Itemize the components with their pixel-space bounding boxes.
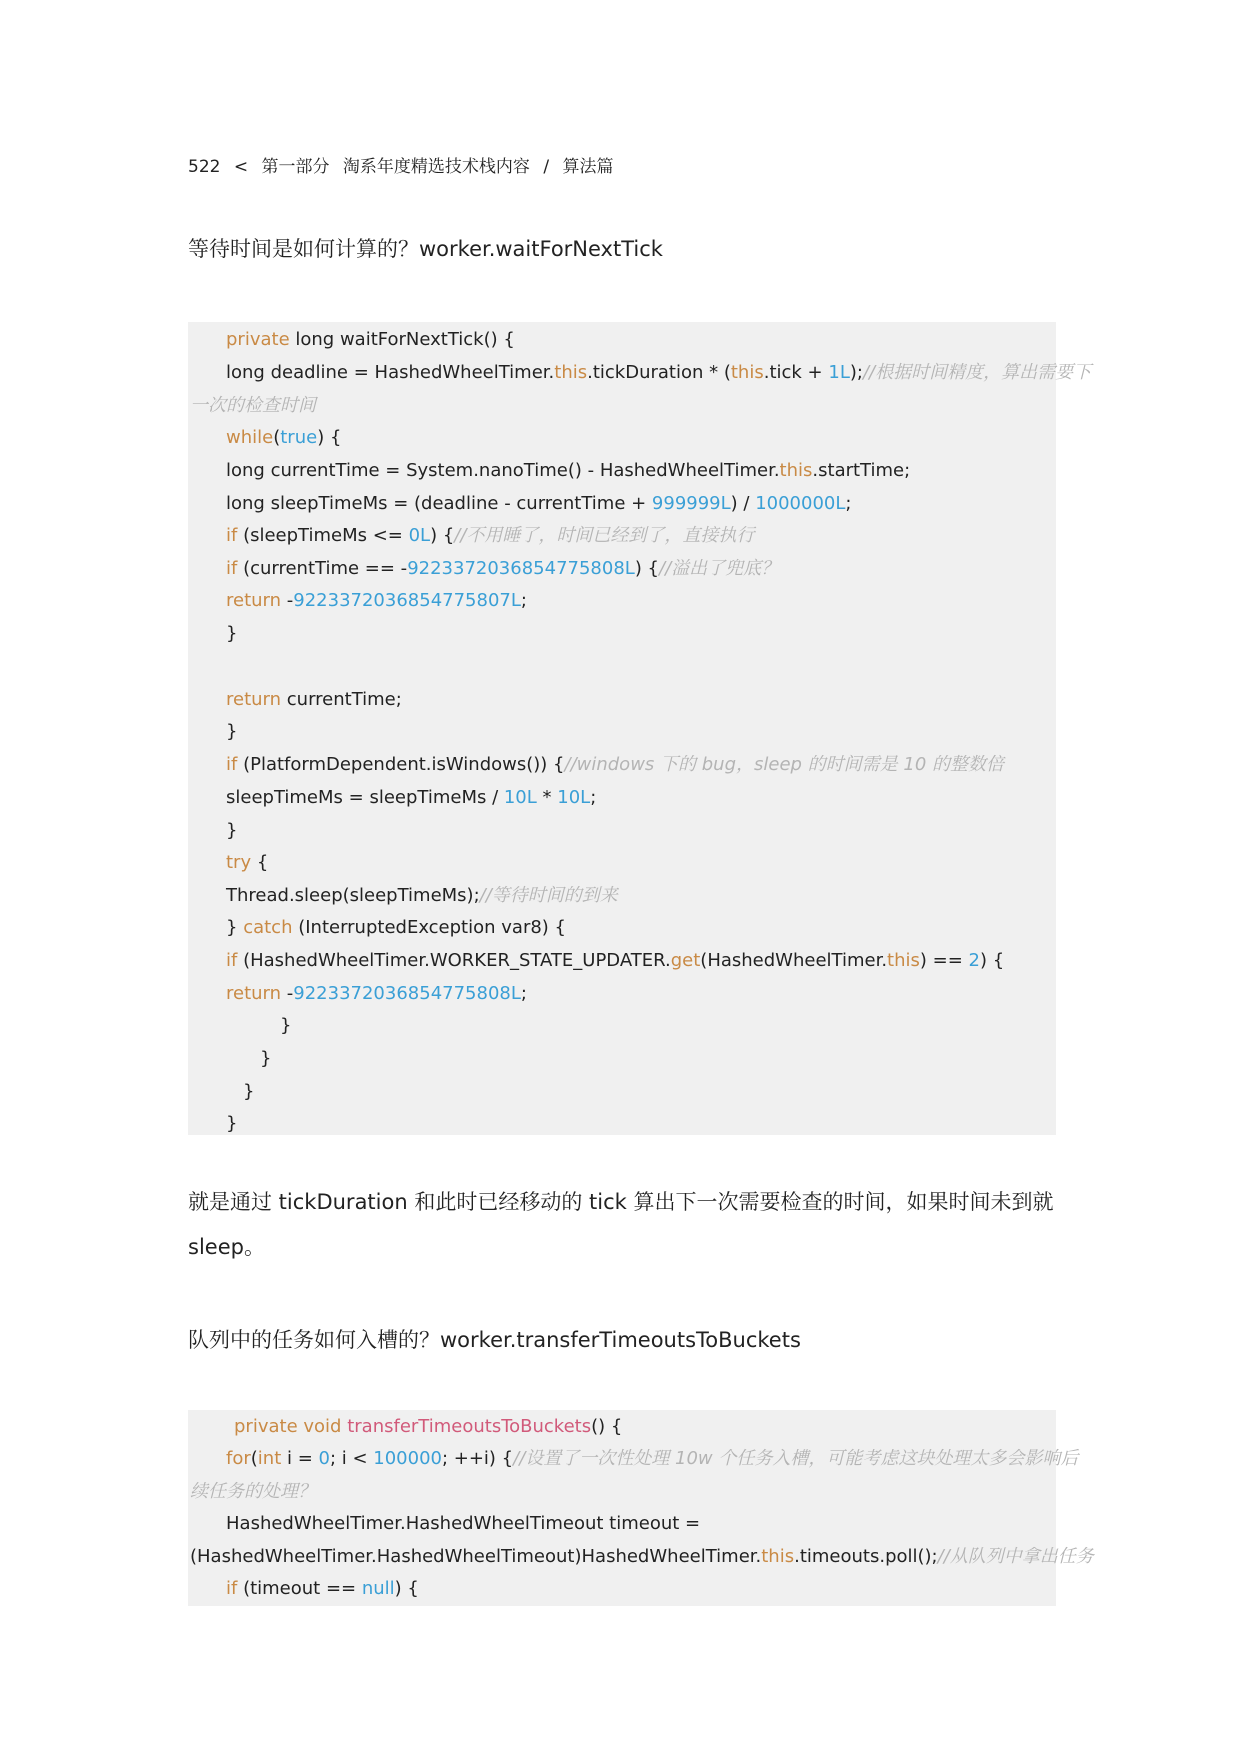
code-token: while — [226, 427, 274, 448]
code-token: } — [226, 721, 238, 742]
code-token: * — [536, 787, 558, 808]
code-token: get — [670, 950, 701, 971]
code-token: ) { — [430, 525, 455, 546]
code-line — [226, 851, 268, 875]
code-token: null — [361, 1578, 395, 1599]
code-token: .timeouts.poll(); — [794, 1546, 938, 1567]
code-line — [280, 1014, 291, 1038]
code-line — [226, 361, 1091, 385]
code-token: 999999L — [651, 493, 731, 514]
code-token: if — [226, 558, 238, 579]
code-line — [226, 753, 1004, 777]
code-token: ; ++i) { — [441, 1448, 514, 1469]
code-line — [226, 720, 237, 744]
header-book-title: 淘系年度精选技术栈内容 — [342, 157, 530, 177]
code-token: ) { — [394, 1578, 419, 1599]
code-token: 2 — [968, 950, 980, 971]
code-token: return — [226, 590, 282, 611]
code-block-transfer-timeouts — [188, 1410, 1094, 1606]
code-token: if — [226, 1578, 238, 1599]
code-line — [226, 426, 341, 450]
code-token: //溢出了兜底？ — [659, 558, 780, 579]
code-token: } — [226, 1113, 238, 1134]
code-token: this — [887, 950, 920, 971]
code-token: 一次的检查时间 — [190, 395, 316, 416]
code-token: ) / — [730, 493, 756, 514]
code-token: long currentTime = System.nanoTime() - HashedWheelTimer. — [226, 460, 780, 481]
header-part: 第一部分 — [261, 157, 330, 177]
code-token: int — [257, 1448, 282, 1469]
code-token: 续任务的处理？ — [190, 1481, 316, 1502]
code-token: long sleepTimeMs = (deadline - currentTime + — [226, 493, 652, 514]
code-line — [226, 459, 910, 483]
code-token: ; — [520, 590, 527, 611]
code-token: if — [226, 754, 238, 775]
code-token: this — [779, 460, 813, 481]
section-heading-transfer-timeouts: 队列中的任务如何入槽的？worker.transferTimeoutsToBuckets — [188, 1328, 801, 1352]
code-token: private — [226, 329, 290, 350]
code-token: 9223372036854775807L — [293, 590, 521, 611]
code-line — [226, 524, 754, 548]
paragraph-line-1: 就是通过 tickDuration 和此时已经移动的 tick 算出下一次需要检查的时间，如果时间未到就 — [188, 1190, 1054, 1214]
code-token: ; — [590, 787, 597, 808]
section-heading-wait-for-next-tick: 等待时间是如何计算的？worker.waitForNextTick — [188, 237, 663, 261]
code-token: transferTimeoutsToBuckets — [347, 1416, 592, 1437]
code-line — [226, 786, 596, 810]
code-token: - — [281, 983, 294, 1004]
code-token: HashedWheelTimer.HashedWheelTimeout timeout = — [226, 1513, 701, 1534]
code-token: 9223372036854775808L — [293, 983, 521, 1004]
code-token: (HashedWheelTimer. — [700, 950, 888, 971]
code-token: 1L — [828, 362, 850, 383]
code-token: (PlatformDependent.isWindows()) { — [237, 754, 565, 775]
code-token: ; — [520, 983, 527, 1004]
code-token: ) { — [317, 427, 342, 448]
code-token: //等待时间的到来 — [479, 885, 618, 906]
code-token: (timeout == — [237, 1578, 362, 1599]
code-token: ( — [273, 427, 281, 448]
code-token: 1000000L — [755, 493, 846, 514]
code-token: ( — [250, 1448, 258, 1469]
code-line — [234, 1415, 622, 1439]
code-token: ; i < — [329, 1448, 374, 1469]
code-token: this — [761, 1546, 795, 1567]
code-token: .tick + — [763, 362, 829, 383]
code-line — [190, 394, 316, 418]
code-token: 0 — [318, 1448, 330, 1469]
page-number: 522 — [188, 157, 221, 177]
code-token: private void — [234, 1416, 342, 1437]
code-token: .tickDuration * ( — [587, 362, 731, 383]
header-slash: / — [543, 157, 550, 177]
code-token: } — [226, 917, 244, 938]
code-token: true — [280, 427, 318, 448]
code-token: ) { — [634, 558, 660, 579]
code-token: (sleepTimeMs <= — [237, 525, 409, 546]
code-token: } — [243, 1081, 255, 1102]
code-token: this — [730, 362, 764, 383]
code-line — [260, 1047, 271, 1071]
code-token: } — [226, 820, 238, 841]
code-line — [226, 622, 237, 646]
code-token: return — [226, 983, 282, 1004]
code-token: (currentTime == - — [237, 558, 408, 579]
code-token: //根据时间精度，算出需要下 — [862, 362, 1092, 383]
running-header — [188, 152, 621, 177]
code-line — [226, 916, 566, 940]
code-line — [190, 1480, 316, 1504]
code-token: .startTime; — [812, 460, 911, 481]
code-line — [226, 982, 527, 1006]
code-token: } — [226, 623, 238, 644]
code-token: catch — [243, 917, 293, 938]
code-token: //从队列中拿出任务 — [937, 1546, 1094, 1567]
code-line — [190, 1545, 1094, 1569]
code-token: if — [226, 950, 238, 971]
code-token: (HashedWheelTimer.WORKER_STATE_UPDATER. — [237, 950, 671, 971]
code-token: 9223372036854775808L — [407, 558, 635, 579]
code-token: } — [280, 1015, 292, 1036]
code-line — [226, 1112, 237, 1136]
code-token: ); — [849, 362, 863, 383]
paragraph-line-2: sleep。 — [188, 1235, 265, 1259]
code-line — [226, 819, 237, 843]
code-token: //不用睡了，时间已经到了，直接执行 — [454, 525, 755, 546]
code-line — [226, 1447, 1078, 1471]
code-token: - — [281, 590, 294, 611]
code-block-wait-for-next-tick — [188, 322, 1092, 1135]
code-token: if — [226, 525, 238, 546]
code-line — [226, 884, 618, 908]
code-token: } — [260, 1048, 272, 1069]
code-token: ; — [845, 493, 852, 514]
code-line — [226, 328, 515, 352]
code-token: 100000 — [373, 1448, 442, 1469]
code-line — [226, 557, 779, 581]
code-token: this — [554, 362, 588, 383]
code-token: //设置了一次性处理 10w 个任务入槽，可能考虑这块处理太多会影响后 — [513, 1448, 1079, 1469]
code-token: return — [226, 689, 282, 710]
code-line — [226, 1577, 419, 1601]
code-token: () { — [591, 1416, 623, 1437]
code-token: { — [251, 852, 269, 873]
code-token: ) { — [980, 950, 1005, 971]
code-token: (InterruptedException var8) { — [292, 917, 566, 938]
code-token: ) == — [919, 950, 969, 971]
code-token: sleepTimeMs = sleepTimeMs / — [226, 787, 504, 808]
code-token: long waitForNextTick() { — [289, 329, 515, 350]
code-line — [226, 492, 851, 516]
code-token: 10L — [503, 787, 537, 808]
header-section: 算法篇 — [562, 157, 614, 177]
header-separator: < — [233, 157, 249, 177]
code-line — [226, 949, 1004, 973]
code-token: Thread.sleep(sleepTimeMs); — [226, 885, 480, 906]
code-token: try — [226, 852, 252, 873]
code-token: (HashedWheelTimer.HashedWheelTimeout)HashedWheelTimer. — [190, 1546, 762, 1567]
code-token: //windows 下的 bug，sleep 的时间需是 10 的整数倍 — [564, 754, 1005, 775]
code-line — [226, 1512, 700, 1536]
code-line — [226, 688, 402, 712]
code-token: long deadline = HashedWheelTimer. — [226, 362, 555, 383]
code-token: i = — [281, 1448, 319, 1469]
code-line — [243, 1080, 254, 1104]
code-token: 0L — [408, 525, 431, 546]
code-token: currentTime; — [281, 689, 402, 710]
code-token: for — [226, 1448, 251, 1469]
code-line — [226, 589, 527, 613]
code-token: 10L — [557, 787, 591, 808]
